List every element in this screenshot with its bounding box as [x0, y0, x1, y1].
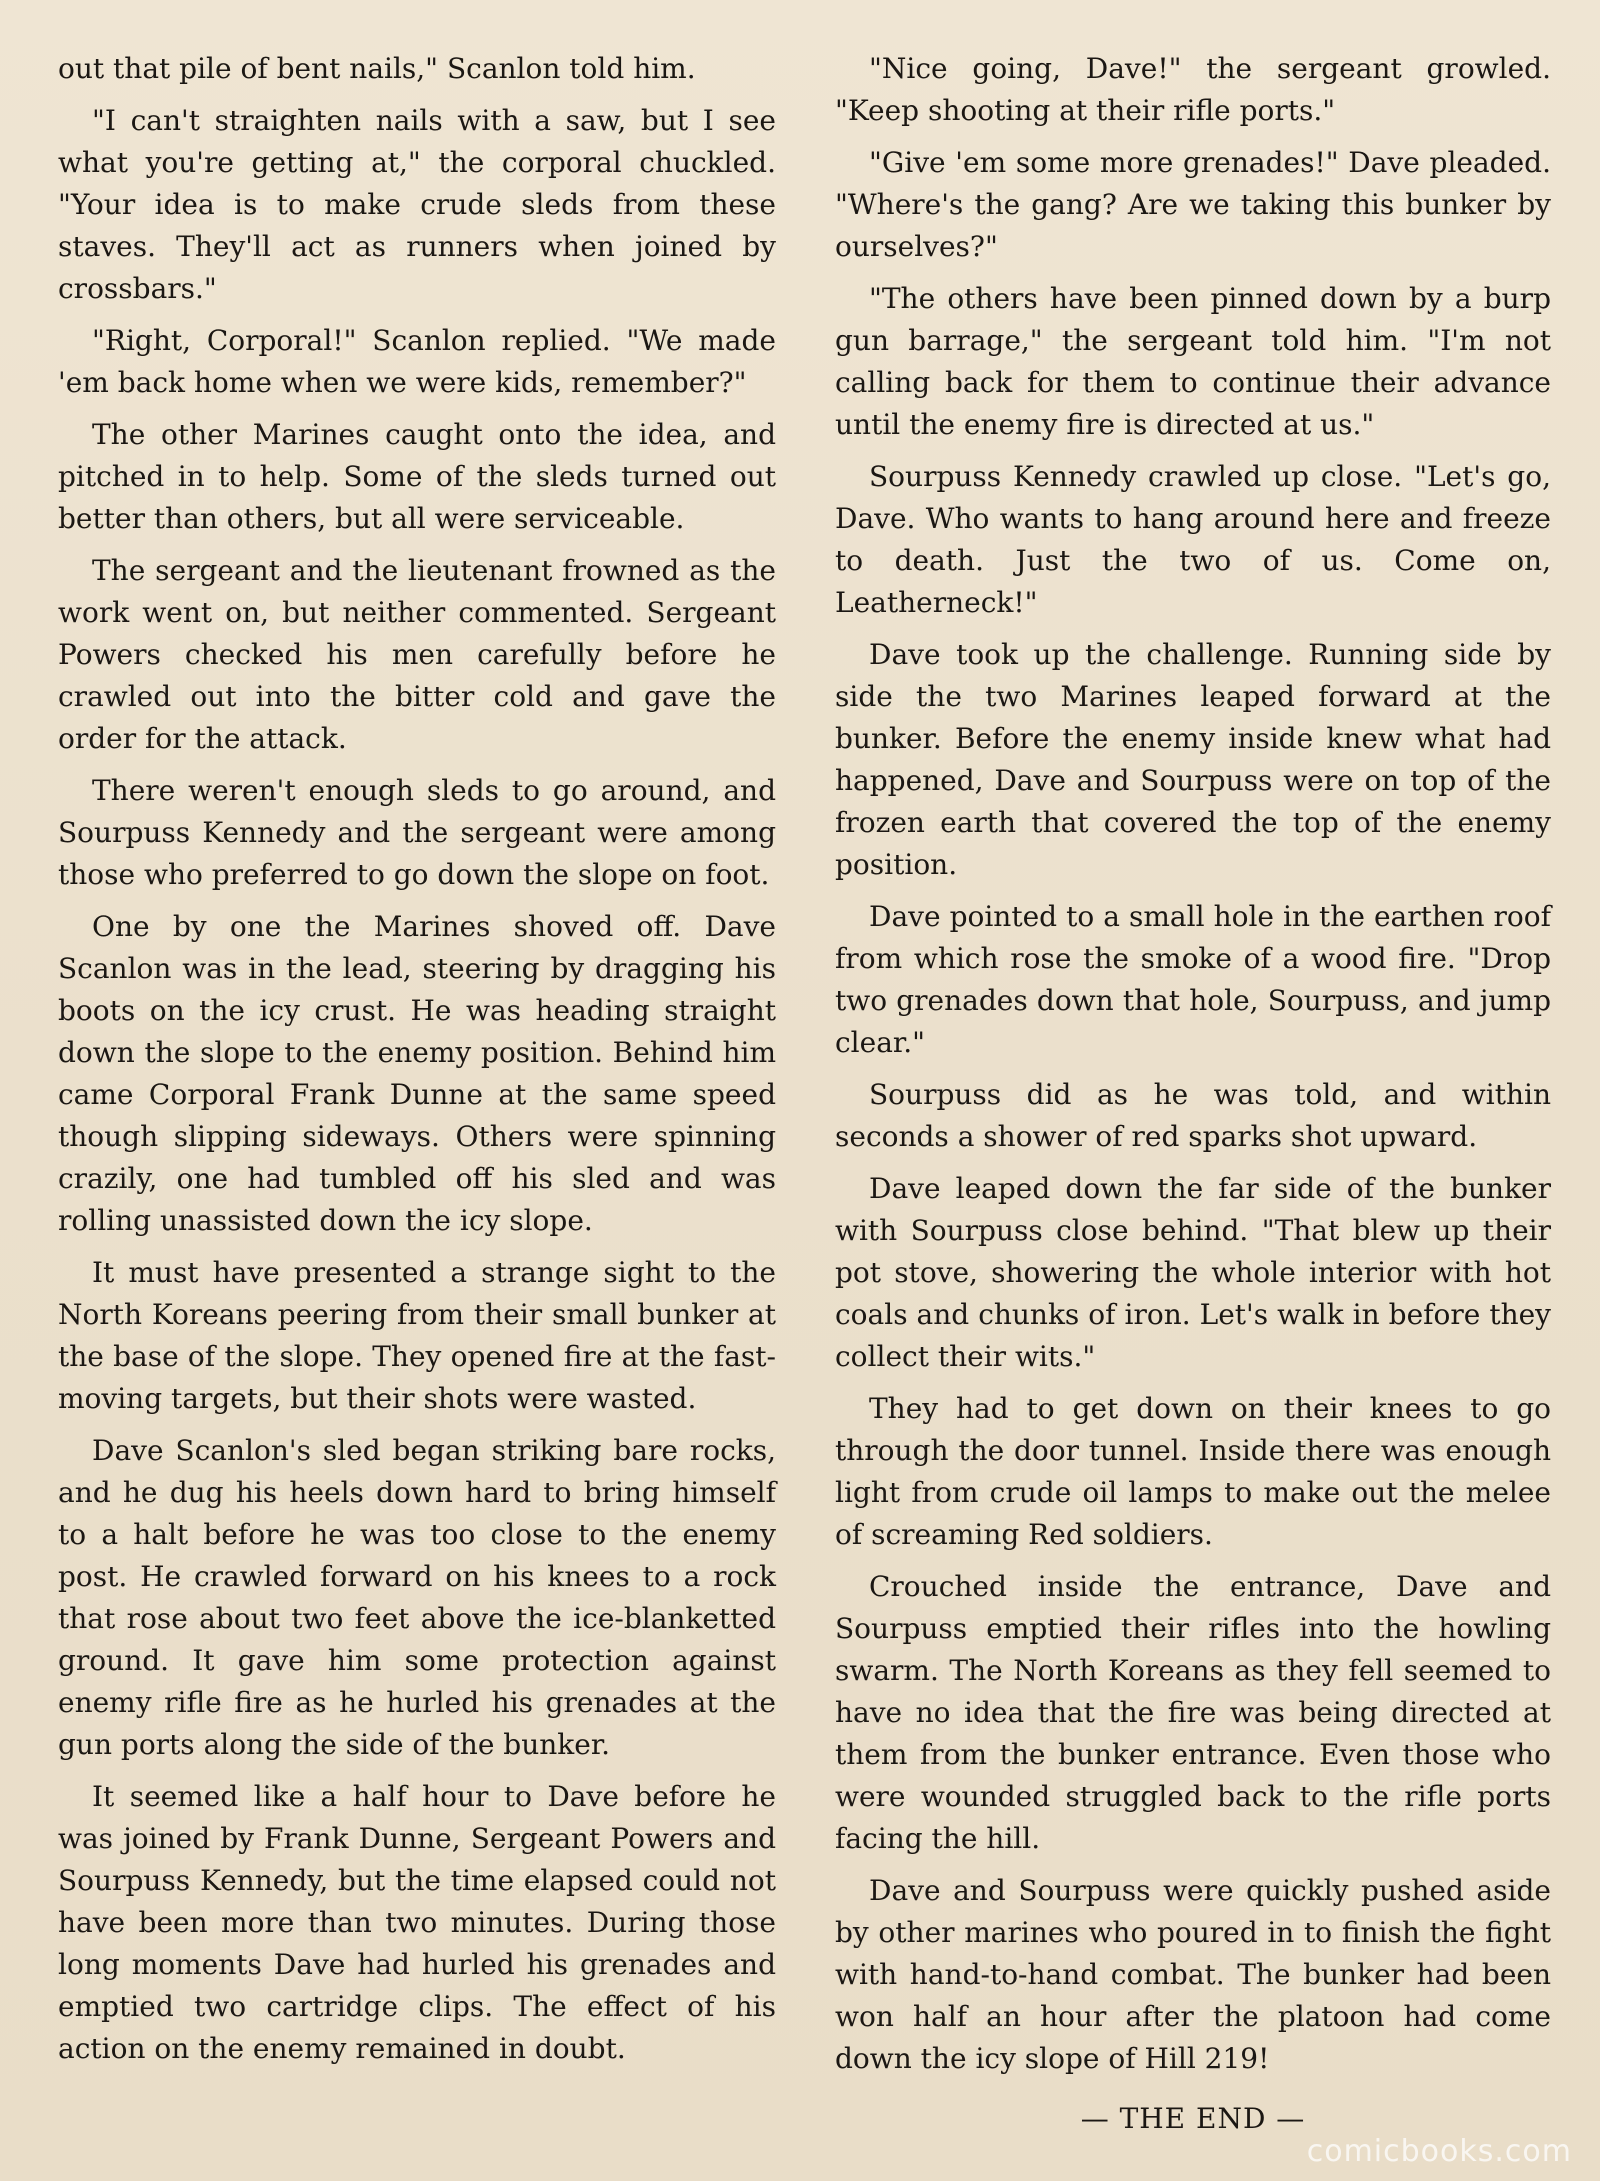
- paragraph: It must have presented a strange sight to the North Koreans peering from their small bunker at the base of the slope. They opened fire at the fast-moving targets, but their shots were wasted.: [58, 1256, 776, 1415]
- paragraph: "I can't straighten nails with a saw, but I see what you're getting at," the corporal chuckled. "Your idea is to make crude sleds from these staves. They'll act as runners when joined by crossbars.": [58, 104, 776, 305]
- paragraph: Dave pointed to a small hole in the earthen roof from which rose the smoke of a wood fire. "Drop two grenades down that hole, Sourpuss, and jump clear.": [835, 900, 1551, 1059]
- the-end-marker: — THE END —: [1080, 2102, 1306, 2135]
- paragraph: "Give 'em some more grenades!" Dave pleaded. "Where's the gang? Are we taking this bunker by ourselves?": [835, 146, 1551, 263]
- paragraph: "The others have been pinned down by a burp gun barrage," the sergeant told him. "I'm not calling back for them to continue their advance until the enemy fire is directed at us.": [835, 282, 1551, 441]
- paragraph: Dave leaped down the far side of the bunker with Sourpuss close behind. "That blew up their pot stove, showering the whole interior with hot coals and chunks of iron. Let's walk in before they collect their wits.": [835, 1172, 1551, 1373]
- paragraph: Crouched inside the entrance, Dave and Sourpuss emptied their rifles into the howling swarm. The North Koreans as they fell seemed to have no idea that the fire was being directed at them from the bunker entrance. Even those who were wounded struggled back to the rifle ports facing the hill.: [835, 1570, 1551, 1855]
- paragraph: Dave Scanlon's sled began striking bare rocks, and he dug his heels down hard to bring himself to a halt before he was too close to the enemy post. He crawled forward on his knees to a rock that rose about two feet above the ice-blanketted ground. It gave him some protection against enemy rifle fire as he hurled his grenades at the gun ports along the side of the bunker.: [58, 1434, 776, 1761]
- paragraph: "Right, Corporal!" Scanlon replied. "We made 'em back home when we were kids, remember?": [58, 324, 776, 399]
- paragraph: out that pile of bent nails," Scanlon told him.: [58, 52, 696, 85]
- right-text-column: [835, 48, 1551, 2150]
- paragraph: "Nice going, Dave!" the sergeant growled. "Keep shooting at their rifle ports.": [835, 52, 1551, 127]
- paragraph: Dave and Sourpuss were quickly pushed aside by other marines who poured in to finish the fight with hand-to-hand combat. The bunker had been won half an hour after the platoon had come down the icy slope of Hill 219!: [835, 1874, 1551, 2075]
- paragraph: Sourpuss did as he was told, and within seconds a shower of red sparks shot upward.: [835, 1078, 1551, 1153]
- paragraph: They had to get down on their knees to go through the door tunnel. Inside there was enough light from crude oil lamps to make out the melee of screaming Red soldiers.: [835, 1392, 1551, 1551]
- paragraph: It seemed like a half hour to Dave before he was joined by Frank Dunne, Sergeant Powers and Sourpuss Kennedy, but the time elapsed could not have been more than two minutes. During those long moments Dave had hurled his grenades and emptied two cartridge clips. The effect of his action on the enemy remained in doubt.: [58, 1780, 776, 2065]
- site-watermark: comicbooks.com: [1306, 2134, 1572, 2169]
- paragraph: Dave took up the challenge. Running side by side the two Marines leaped forward at the bunker. Before the enemy inside knew what had happened, Dave and Sourpuss were on top of the frozen earth that covered the top of the enemy position.: [835, 638, 1551, 881]
- paragraph: The sergeant and the lieutenant frowned as the work went on, but neither commented. Sergeant Powers checked his men carefully before he crawled out into the bitter cold and gave the order for the attack.: [58, 554, 776, 755]
- paragraph: The other Marines caught onto the idea, and pitched in to help. Some of the sleds turned out better than others, but all were serviceable.: [58, 418, 776, 535]
- paragraph: There weren't enough sleds to go around, and Sourpuss Kennedy and the sergeant were among those who preferred to go down the slope on foot.: [58, 774, 776, 891]
- left-text-column: [58, 48, 776, 2080]
- paragraph: Sourpuss Kennedy crawled up close. "Let's go, Dave. Who wants to hang around here and freeze to death. Just the two of us. Come on, Leatherneck!": [835, 460, 1551, 619]
- paragraph: One by one the Marines shoved off. Dave Scanlon was in the lead, steering by dragging his boots on the icy crust. He was heading straight down the slope to the enemy position. Behind him came Corporal Frank Dunne at the same speed though slipping sideways. Others were spinning crazily, one had tumbled off his sled and was rolling unassisted down the icy slope.: [58, 910, 776, 1237]
